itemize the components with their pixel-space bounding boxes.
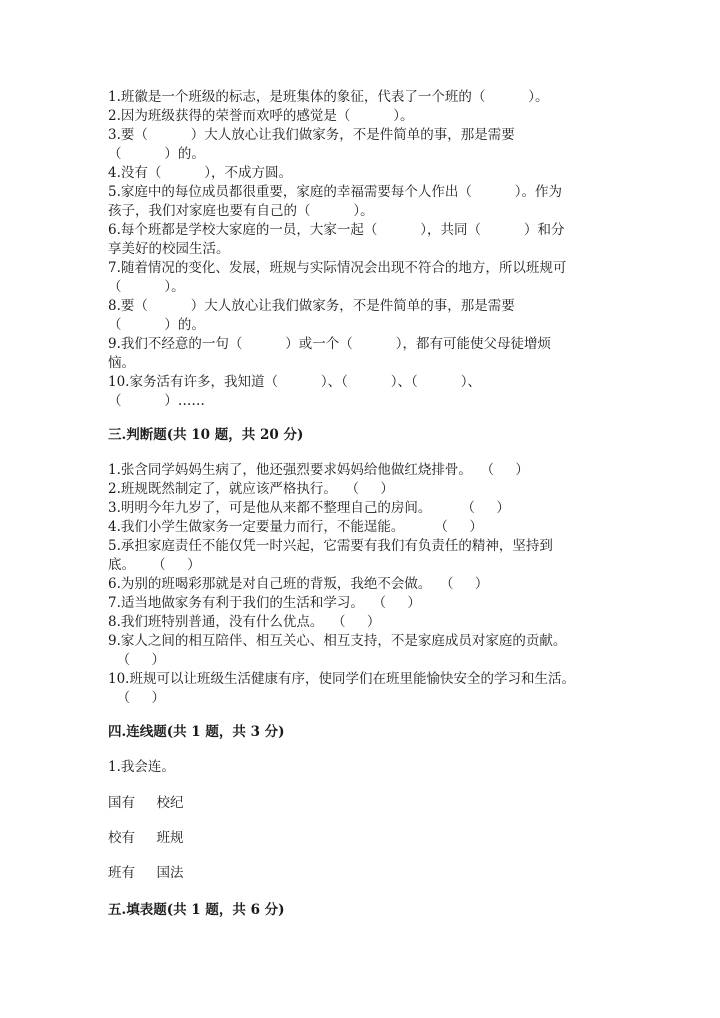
question-line: 10.家务活有许多，我知道（ ）、（ ）、（ ）、 — [108, 374, 481, 390]
question-line: 享美好的校园生活。 — [108, 241, 230, 257]
judge-line: 10.班规可以让班级生活健康有序，使同学们在班里能愉快安全的学习和生活。 — [108, 671, 575, 687]
question-line: 孩子，我们对家庭也要有自己的（ ）。 — [108, 203, 374, 219]
match-row: 班有 国法 — [108, 865, 184, 881]
judge-line: （ ） — [108, 690, 166, 706]
judge-line: 6.为别的班喝彩那就是对自己班的背叛，我绝不会做。 （ ） — [108, 576, 489, 592]
question-line: 2.因为班级获得的荣誉而欢呼的感觉是（ ）。 — [108, 108, 414, 124]
section-heading-table: 五.填表题(共 1 题，共 6 分) — [108, 902, 285, 918]
judge-line: 1.张含同学妈妈生病了，他还强烈要求妈妈给他做红烧排骨。 （ ） — [108, 462, 529, 478]
question-line: 1.班徽是一个班级的标志，是班集体的象征，代表了一个班的（ ）。 — [108, 89, 549, 105]
judge-line: 8.我们班特别普通，没有什么优点。 （ ） — [108, 614, 381, 630]
question-line: （ ）。 — [108, 279, 185, 295]
question-line: 7.随着情况的变化、发展，班规与实际情况会出现不符合的地方，所以班规可 — [108, 260, 567, 276]
match-row: 国有 校纪 — [108, 795, 184, 811]
judge-line: 2.班规既然制定了，就应该严格执行。 （ ） — [108, 481, 394, 497]
question-line: 4.没有（ ），不成方圆。 — [108, 165, 293, 181]
question-line: （ ）…… — [108, 393, 205, 409]
question-line: 恼。 — [108, 355, 135, 371]
question-line: 9.我们不经意的一句（ ）或一个（ ），都有可能使父母徒增烦 — [108, 336, 551, 352]
judge-line: （ ） — [108, 652, 166, 668]
match-row: 校有 班规 — [108, 830, 184, 846]
question-line: （ ）的。 — [108, 146, 205, 162]
judge-line: 3.明明今年九岁了，可是他从来都不整理自己的房间。 （ ） — [108, 500, 510, 516]
question-line: 5.家庭中的每位成员都很重要，家庭的幸福需要每个人作出（ ）。作为 — [108, 184, 563, 200]
judge-line: 7.适当地做家务有利于我们的生活和学习。 （ ） — [108, 595, 421, 611]
question-line: 8.要（ ）大人放心让我们做家务，不是件简单的事，那是需要 — [108, 298, 515, 314]
judge-line: 5.承担家庭责任不能仅凭一时兴起，它需要有我们有负责任的精神，坚持到 — [108, 538, 553, 554]
match-question: 1.我会连。 — [108, 759, 175, 775]
section-heading-match: 四.连线题(共 1 题，共 3 分) — [108, 724, 285, 740]
question-line: （ ）的。 — [108, 317, 205, 333]
judge-line: 底。 （ ） — [108, 557, 201, 573]
question-line: 6.每个班都是学校大家庭的一员，大家一起（ ），共同（ ）和分 — [108, 222, 565, 238]
judge-line: 4.我们小学生做家务一定要量力而行，不能逞能。 （ ） — [108, 519, 483, 535]
section-heading-judge: 三.判断题(共 10 题，共 20 分) — [108, 427, 304, 443]
question-line: 3.要（ ）大人放心让我们做家务，不是件简单的事，那是需要 — [108, 127, 515, 143]
judge-line: 9.家人之间的相互陪伴、相互关心、相互支持，不是家庭成员对家庭的贡献。 — [108, 633, 567, 649]
